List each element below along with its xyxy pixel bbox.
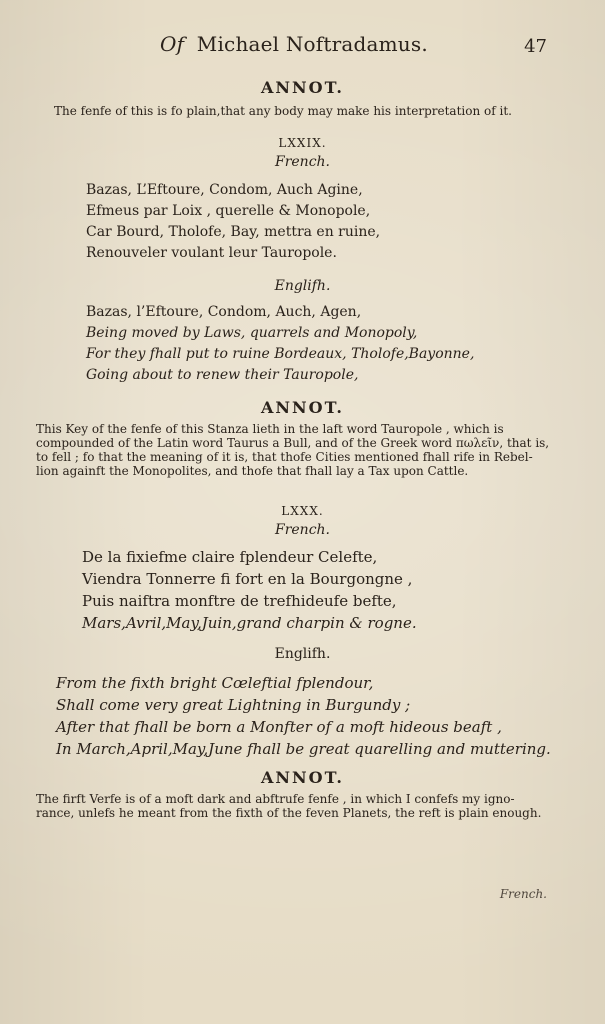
french-verse-lxxx (82, 546, 552, 634)
annot-heading-1: ANNOT. (260, 78, 344, 97)
french-line-lxxx-3: Puis naiftra monftre de trefhideufe befte, (82, 592, 397, 610)
running-title-main: Michael Noftradamus. (196, 32, 428, 56)
english-line-lxxix-3: For they fhall put to ruine Bordeaux, Tholofe,Bayonne, (86, 346, 475, 362)
annot-heading-lxxix: ANNOT. (260, 398, 344, 417)
annot-line-lxxx-1: The firft Verfe is of a moft dark and abftrufe fenfe , in which I confefs my igno- (36, 792, 515, 806)
annot-paragraph-1: The fenfe of this is fo plain,that any body may make his interpretation of it. (54, 104, 512, 118)
english-verse-lxxx (56, 672, 551, 760)
french-line-lxxx-2: Viendra Tonnerre fi fort en la Bourgongne , (82, 570, 413, 588)
french-line-lxxx-4: Mars,Avril,May,Juin,grand charpin & rogne. (82, 614, 417, 632)
stanza-number-lxxx: LXXX. (281, 504, 324, 518)
english-verse-lxxix (86, 302, 556, 386)
page-number: 47 (524, 36, 547, 57)
french-line-lxxx-1: De la fixiefme claire fplendeur Celefte, (82, 548, 378, 566)
annot-line-lxxix-3: to fell ; fo that the meaning of it is, that thofe Cities mentioned fhall rife in Rebel- (36, 450, 533, 464)
english-line-lxxx-1: From the fixth bright Cœleftial fplendour, (56, 674, 374, 692)
english-heading-lxxx: Englifh. (274, 646, 331, 662)
stanza-number-lxxix: LXXIX. (278, 136, 327, 150)
catchword: French. (499, 887, 547, 901)
annot-line-lxxix-1: This Key of the fenfe of this Stanza lieth in the laft word Tauropole , which is (36, 422, 504, 436)
english-line-lxxx-4: In March,April,May,June fhall be great quarelling and muttering. (56, 740, 551, 758)
annot-heading-lxxx: ANNOT. (260, 768, 344, 787)
french-line-lxxix-1: Bazas, L’Eftoure, Condom, Auch Agine, (86, 182, 363, 198)
english-line-lxxx-3: After that fhall be born a Monfter of a moft hideous beaft , (56, 718, 502, 736)
running-title (160, 32, 428, 56)
running-title-prefix: Of (160, 32, 185, 56)
english-line-lxxix-1: Bazas, l’Eftoure, Condom, Auch, Agen, (86, 304, 362, 320)
french-heading-lxxx: French. (274, 522, 330, 538)
french-line-lxxix-4: Renouveler voulant leur Tauropole. (86, 245, 337, 261)
english-line-lxxix-2: Being moved by Laws, quarrels and Monopoly, (86, 325, 418, 341)
french-heading-lxxix: French. (274, 154, 330, 170)
annot-line-lxxix-2: compounded of the Latin word Taurus a Bull, and of the Greek word πωλεῖν, that is, (36, 436, 550, 450)
english-line-lxxix-4: Going about to renew their Tauropole, (86, 367, 359, 383)
french-line-lxxix-2: Efmeus par Loix , querelle & Monopole, (86, 203, 371, 219)
english-heading-lxxix: Englifh. (274, 278, 331, 294)
french-line-lxxix-3: Car Bourd, Tholofe, Bay, mettra en ruine, (86, 224, 381, 240)
annot-paragraph-lxxx (36, 792, 576, 820)
french-verse-lxxix (86, 180, 556, 264)
english-line-lxxx-2: Shall come very great Lightning in Burgundy ; (56, 696, 411, 714)
annot-line-lxxx-2: rance, unlefs he meant from the fixth of the feven Planets, the reft is plain enough. (36, 806, 542, 820)
annot-line-lxxix-4: lion againft the Monopolites, and thofe that fhall lay a Tax upon Cattle. (36, 464, 469, 478)
annot-paragraph-lxxix (36, 422, 576, 478)
page-header (0, 32, 605, 66)
